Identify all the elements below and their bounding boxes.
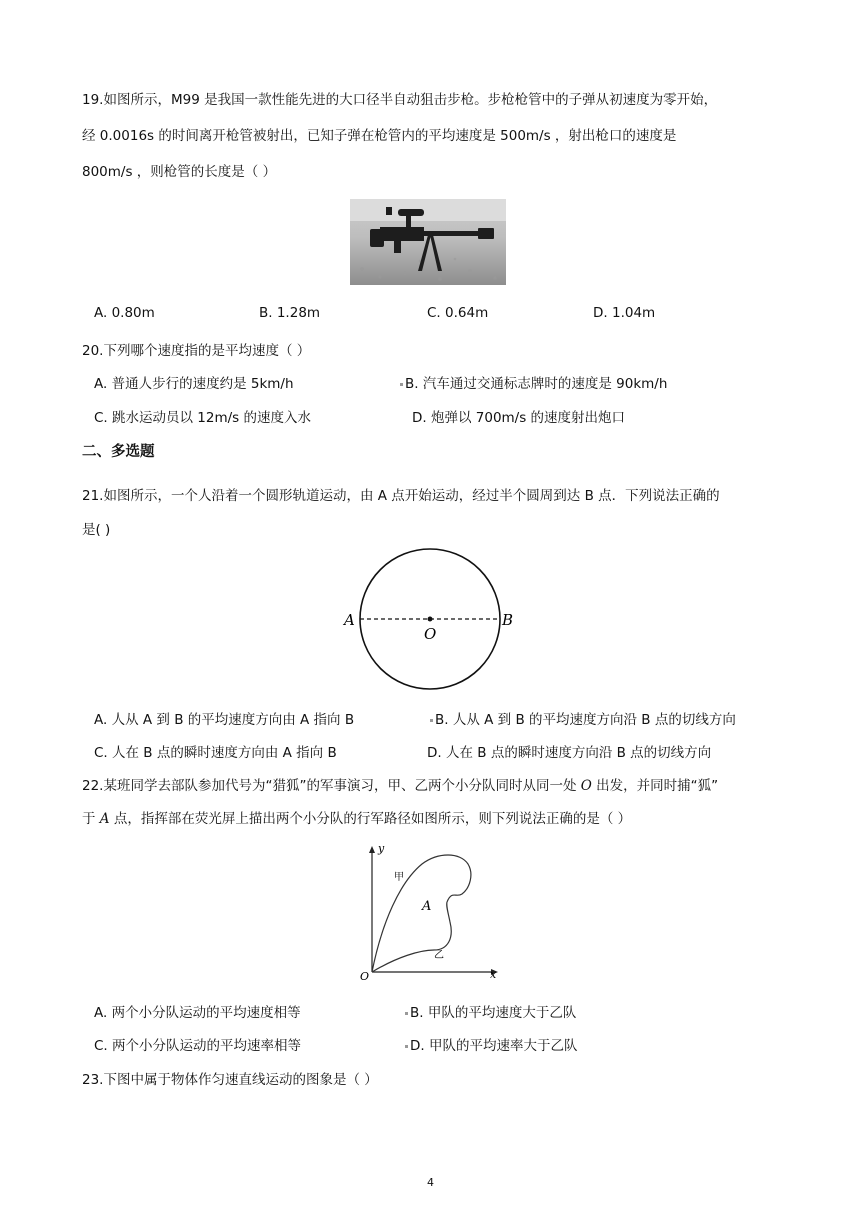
section-title: 二、多选题 [82, 444, 155, 460]
point-b-label: B [502, 611, 514, 629]
q23-line1: 23.下图中属于物体作匀速直线运动的图象是（ ） [82, 1072, 378, 1088]
point-a-label: A [344, 611, 355, 629]
march-path-figure [352, 842, 502, 982]
q19-option-c: C. 0.64m [427, 305, 489, 321]
x-axis-label: x [490, 968, 497, 981]
option-marker [400, 383, 403, 386]
point-o-label: O [424, 625, 437, 643]
path-jia-label: 甲 [394, 872, 404, 883]
q19-option-b: B. 1.28m [259, 305, 321, 321]
q20-option-b: B. 汽车通过交通标志牌时的速度是 90km/h [400, 372, 667, 392]
q19-option-d: D. 1.04m [593, 305, 656, 321]
q22-option-d: D. 甲队的平均速率大于乙队 [405, 1034, 577, 1054]
path-yi-label: 乙 [434, 950, 444, 961]
q20-option-a: A. 普通人步行的速度约是 5km/h [94, 376, 294, 392]
q21-option-b: B. 人从 A 到 B 的平均速度方向沿 B 点的切线方向 [430, 708, 736, 728]
y-axis-arrow-icon [369, 846, 375, 853]
option-marker [405, 1045, 408, 1048]
q22-option-b: B. 甲队的平均速度大于乙队 [405, 1001, 576, 1021]
q21-line2: 是( ) [82, 522, 111, 538]
q19-line2: 经 0.0016s 的时间离开枪管被射出，已知子弹在枪管内的平均速度是 500m/s ，射出枪口的速度是 [82, 128, 677, 144]
q22-line2: 于 A 点，指挥部在荧光屏上描出两个小分队的行军路径如图所示，则下列说法正确的是（ ） [82, 811, 632, 827]
q22-line1: 22.某班同学去部队参加代号为“猎狐”的军事演习，甲、乙两个小分队同时从同一处 O 出发，并同时捕“狐” [82, 778, 719, 794]
origin-label: O [360, 970, 370, 982]
q19-line1: 19.如图所示，M99 是我国一款性能先进的大口径半自动狙击步枪。步枪枪管中的子弹从初速度为零开始， [82, 92, 718, 108]
q22-option-c: C. 两个小分队运动的平均速率相等 [94, 1038, 302, 1054]
q20-option-c: C. 跳水运动员以 12m/s 的速度入水 [94, 410, 312, 426]
y-axis-label: y [378, 842, 385, 855]
q21-option-c: C. 人在 B 点的瞬时速度方向由 A 指向 B [94, 745, 337, 761]
q21-line1: 21.如图所示，一个人沿着一个圆形轨道运动，由 A 点开始运动，经过半个圆周到达 B 点．下列说法正确的 [82, 488, 720, 504]
q21-option-d: D. 人在 B 点的瞬时速度方向沿 B 点的切线方向 [427, 745, 712, 761]
q19-option-a: A. 0.80m [94, 305, 155, 321]
point-a-label: A [422, 899, 432, 914]
point-a-inline: A [99, 811, 110, 827]
point-o-inline: O [580, 778, 592, 794]
q20-line1: 20.下列哪个速度指的是平均速度（ ） [82, 343, 311, 359]
center-point [428, 617, 433, 622]
q22-option-a: A. 两个小分队运动的平均速度相等 [94, 1005, 301, 1021]
option-marker [405, 1012, 408, 1015]
path-yi [372, 902, 451, 972]
q21-option-a: A. 人从 A 到 B 的平均速度方向由 A 指向 B [94, 712, 355, 728]
option-marker [430, 719, 433, 722]
page-number: 4 [427, 1176, 434, 1189]
q20-option-d: D. 炮弹以 700m/s 的速度射出炮口 [412, 410, 626, 426]
circle-track-figure [340, 545, 520, 695]
sniper-rifle-photo [350, 199, 506, 285]
q19-line3: 800m/s ，则枪管的长度是（ ） [82, 164, 277, 180]
